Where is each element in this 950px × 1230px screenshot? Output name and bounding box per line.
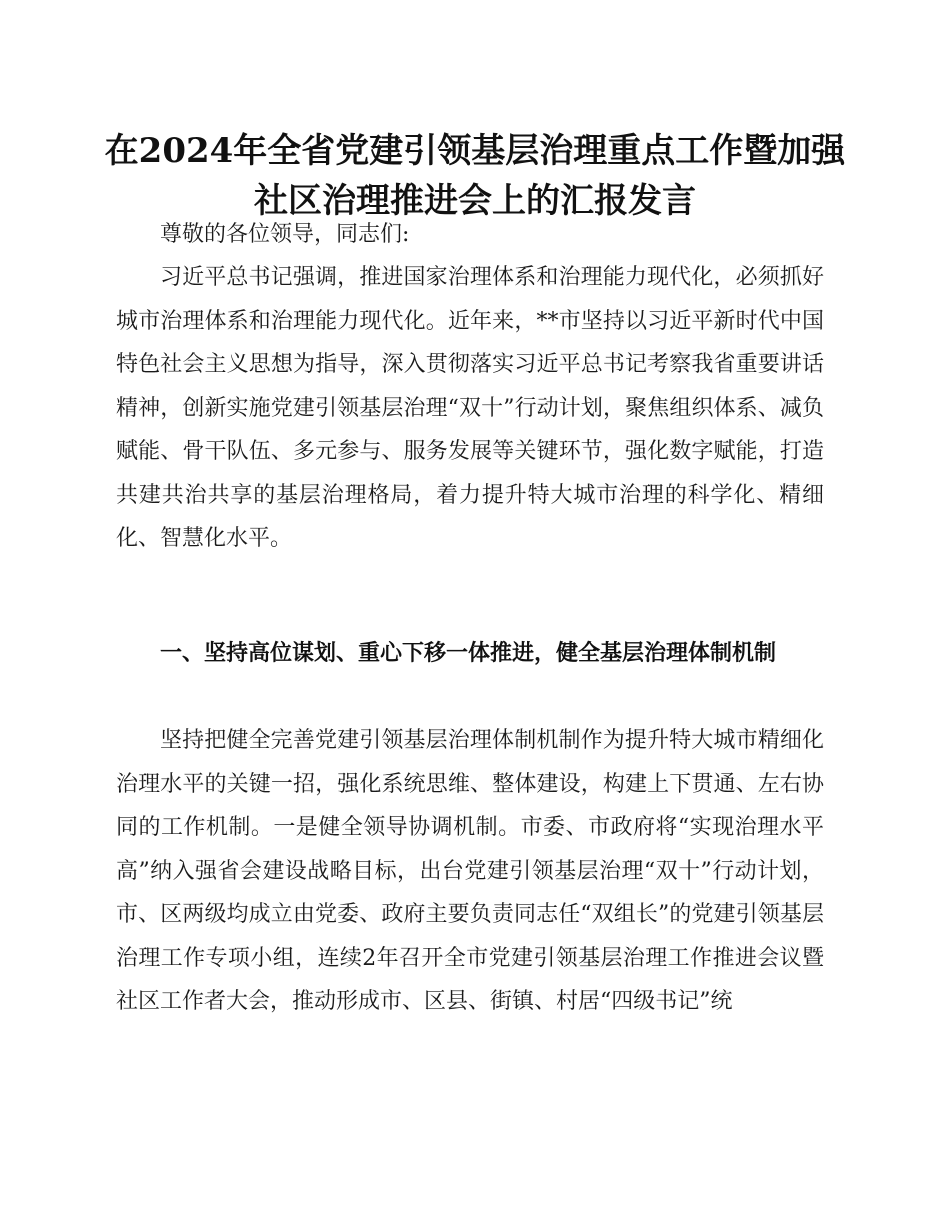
section-heading-1: 一、坚持高位谋划、重心下移一体推进，健全基层治理体制机制 [160,641,777,666]
salutation: 尊敬的各位领导，同志们: [160,222,410,247]
body-paragraph-section-1: 坚持把健全完善党建引领基层治理体制机制作为提升特大城市精细化治理水平的关键一招，强化系统思维、整体建设，构建上下贯通、左右协同的工作机制。一是健全领导协调机制。市委、市政府将“实现治理水平高”纳入强省会建设战略目标，出台党建引领基层治理“双十”行动计划，市、区两级均成立由党委、政府主要负责同志任“双组长”的党建引领基层治理工作专项小组，连续2年召开全市党建引领基层治理工作推进会议暨社区工作者大会，推动形成市、区县、街镇、村居“四级书记”统 [116,728,824,1014]
body-paragraph-intro: 习近平总书记强调，推进国家治理体系和治理能力现代化，必须抓好城市治理体系和治理能力现代化。近年来，**市坚持以习近平新时代中国特色社会主义思想为指导，深入贯彻落实习近平总书记考察我省重要讲话精神，创新实施党建引领基层治理“双十”行动计划，聚焦组织体系、减负赋能、骨干队伍、多元参与、服务发展等关键环节，强化数字赋能，打造共建共治共享的基层治理格局，着力提升特大城市治理的科学化、精细化、智慧化水平。 [116,265,824,551]
document-title: 在2024年全省党建引领基层治理重点工作暨加强社区治理推进会上的汇报发言 [104,131,846,221]
